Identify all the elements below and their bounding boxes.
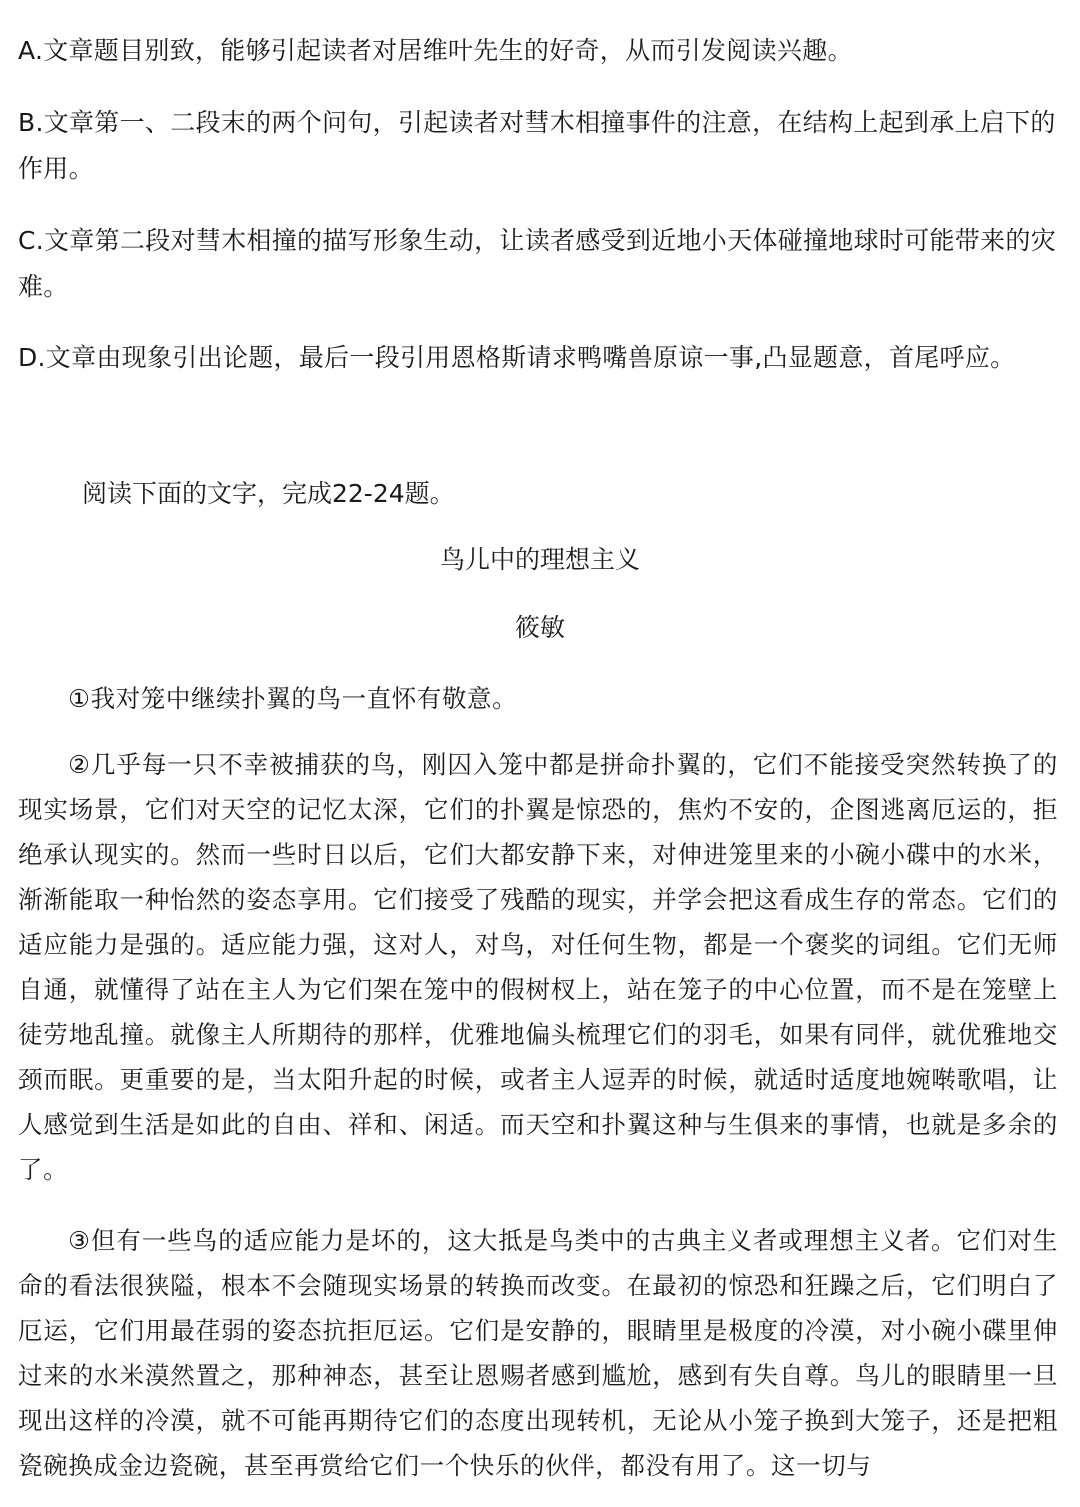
passage-author: 筱敏 <box>514 613 565 642</box>
passage-title: 鸟儿中的理想主义 <box>439 545 640 574</box>
paragraph-1: ①我对笼中继续扑翼的鸟一直怀有敬意。 <box>68 684 518 713</box>
option-d: D.文章由现象引出论题，最后一段引用恩格斯请求鸭嘴兽原谅一事,凸显题意，首尾呼应。 <box>18 343 1016 372</box>
paragraph-3: ③但有一些鸟的适应能力是坏的，这大抵是鸟类中的古典主义者或理想主义者。它们对生命的看法很狭隘，根本不会随现实场景的转换而改变。在最初的惊恐和狂躁之后，它们明白了厄运，它们用最荏弱的姿态抗拒厄运。它们是安静的，眼睛里是极度的冷漠，对小碗小碟里伸过来的水米漠然置之，那种神态，甚至让恩赐者感到尴尬，感到有失自尊。鸟儿的眼睛里一旦现出这样的冷漠，就不可能再期待它们的态度出现转机，无论从小笼子换到大笼子，还是把粗瓷碗换成金边瓷碗，甚至再赏给它们一个快乐的伙伴，都没有用了。这一切与 <box>18 1226 1058 1480</box>
option-c: C.文章第二段对彗木相撞的描写形象生动，让读者感受到近地小天体碰撞地球时可能带来的灾难。 <box>18 226 1057 301</box>
option-a: A.文章题目别致，能够引起读者对居维叶先生的好奇，从而引发阅读兴趣。 <box>18 36 853 65</box>
reading-instruction: 阅读下面的文字，完成22-24题。 <box>82 479 455 508</box>
paragraph-2: ②几乎每一只不幸被捕获的鸟，刚囚入笼中都是拼命扑翼的，它们不能接受突然转换了的现实场景，它们对天空的记忆太深，它们的扑翼是惊恐的，焦灼不安的，企图逃离厄运的，拒绝承认现实的。然而一些时日以后，它们大都安静下来，对伸进笼里来的小碗小碟中的水米，渐渐能取一种怡然的姿态享用。它们接受了残酷的现实，并学会把这看成生存的常态。它们的适应能力是强的。适应能力强，这对人，对鸟，对任何生物，都是一个褒奖的词组。它们无师自通，就懂得了站在主人为它们架在笼中的假树杈上，站在笼子的中心位置，而不是在笼壁上徒劳地乱撞。就像主人所期待的那样，优雅地偏头梳理它们的羽毛，如果有同伴，就优雅地交颈而眠。更重要的是，当太阳升起的时候，或者主人逗弄的时候，就适时适度地婉啭歌唱，让人感觉到生活是如此的自由、祥和、闲适。而天空和扑翼这种与生俱来的事情，也就是多余的了。 <box>18 750 1058 1184</box>
option-b: B.文章第一、二段末的两个问句，引起读者对彗木相撞事件的注意，在结构上起到承上启下的作用。 <box>18 108 1056 183</box>
